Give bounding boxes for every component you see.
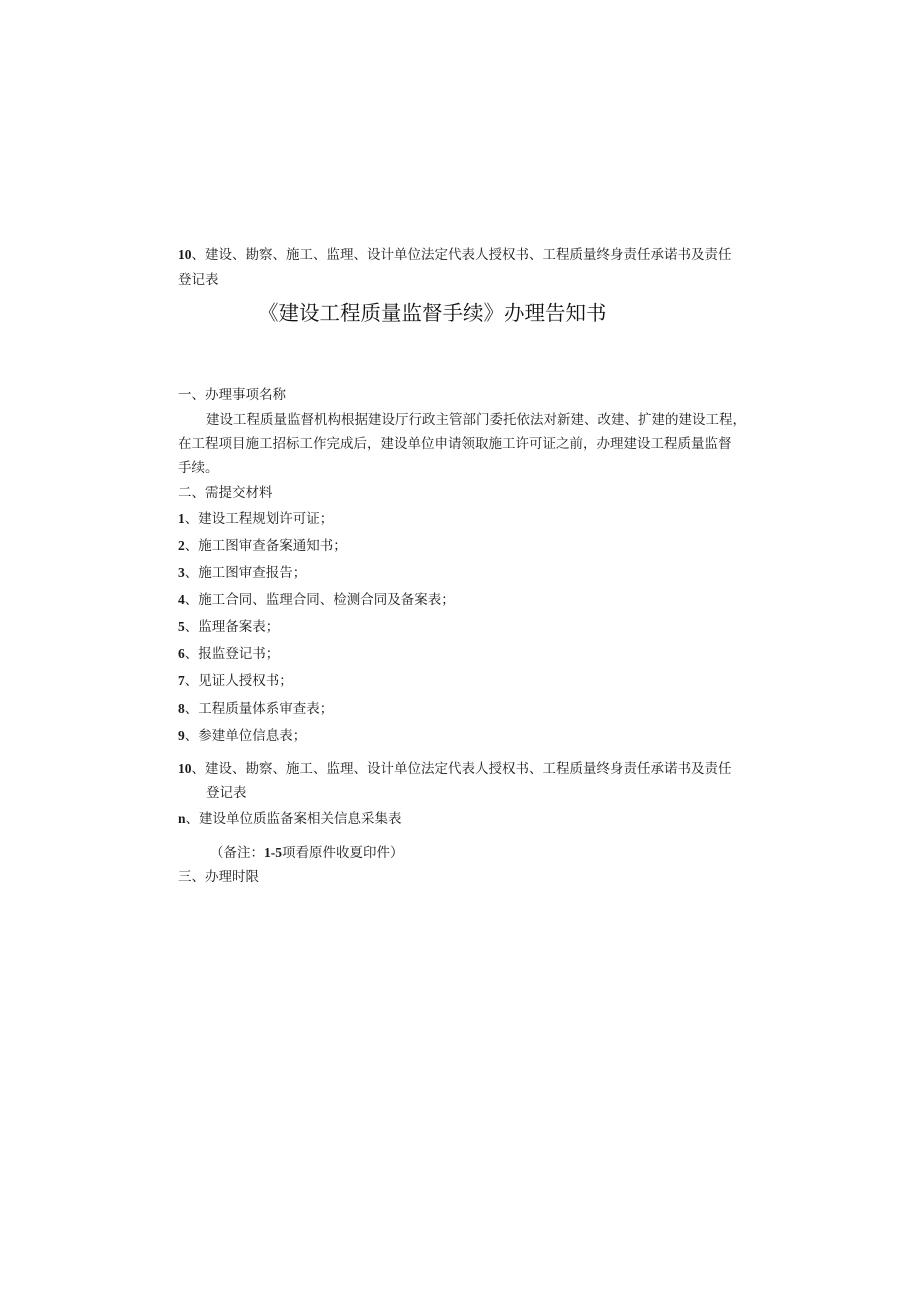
document-title: 《建设工程质量监督手续》办理告知书 [258, 301, 607, 325]
remark-prefix: （备注： [210, 845, 264, 861]
list-item [178, 699, 758, 719]
list-item [178, 590, 758, 610]
list-item-number: 5 [178, 619, 185, 634]
list-item-number: n [178, 811, 186, 826]
list-item-number: 10 [178, 761, 192, 776]
list-item-text: 、建设、勘察、施工、监理、设计单位法定代表人授权书、工程质量终身责任承诺书及责任 [191, 761, 732, 777]
list-item-text: 、监理备案表； [184, 619, 280, 635]
list-item-number: 7 [178, 673, 185, 688]
list-item-text: 、建设单位质监备案相关信息采集表 [185, 811, 402, 827]
list-item-text: 、施工图审查备案通知书； [184, 538, 347, 554]
section2-heading: 二、需提交材料 [178, 485, 273, 501]
remark-note [210, 843, 790, 863]
top-item-continuation: 登记表 [178, 272, 219, 288]
section1-paragraph-line2: 在工程项目施工招标工作完成后，建设单位申请领取施工许可证之前，办理建设工程质量监督 [178, 436, 732, 452]
list-item [178, 644, 758, 664]
list-item-text: 、参建单位信息表； [184, 728, 307, 744]
list-item [178, 617, 758, 637]
list-item-number: 8 [178, 701, 185, 716]
list-item [178, 563, 758, 583]
section1-paragraph-line1: 建设工程质量监督机构根据建设厅行政主管部门委托依法对新建、改建、扩建的建设工程， [206, 412, 746, 428]
remark-range: 1-5 [264, 845, 282, 860]
remark-text: 项看原件收夏印件） [282, 845, 404, 861]
list-item-continuation: 登记表 [206, 785, 247, 801]
list-item [178, 809, 758, 829]
top-item-line [178, 245, 758, 265]
list-item-number: 4 [178, 592, 185, 607]
list-item [178, 509, 758, 529]
list-item-number: 1 [178, 511, 185, 526]
list-item-text: 、报监登记书； [184, 646, 280, 662]
top-item-text: 、建设、勘察、施工、监理、设计单位法定代表人授权书、工程质量终身责任承诺书及责任 [191, 247, 732, 263]
list-item [178, 536, 758, 556]
section1-heading: 一、办理事项名称 [178, 387, 286, 403]
list-item-text: 、施工图审查报告； [184, 565, 307, 581]
list-item-number: 3 [178, 565, 185, 580]
section3-heading: 三、办理时限 [178, 869, 259, 885]
list-item-number: 9 [178, 728, 185, 743]
list-item-number: 6 [178, 646, 185, 661]
list-item [178, 671, 758, 691]
list-item-number: 2 [178, 538, 185, 553]
list-item-text: 、施工合同、监理合同、检测合同及备案表； [184, 592, 455, 608]
list-item-text: 、建设工程规划许可证； [184, 511, 334, 527]
list-item [178, 759, 758, 779]
section1-paragraph-line3: 手续。 [178, 460, 219, 476]
top-item-number: 10 [178, 247, 192, 262]
list-item [178, 726, 758, 746]
list-item-text: 、工程质量体系审查表； [184, 701, 334, 717]
list-item-text: 、见证人授权书； [184, 673, 293, 689]
